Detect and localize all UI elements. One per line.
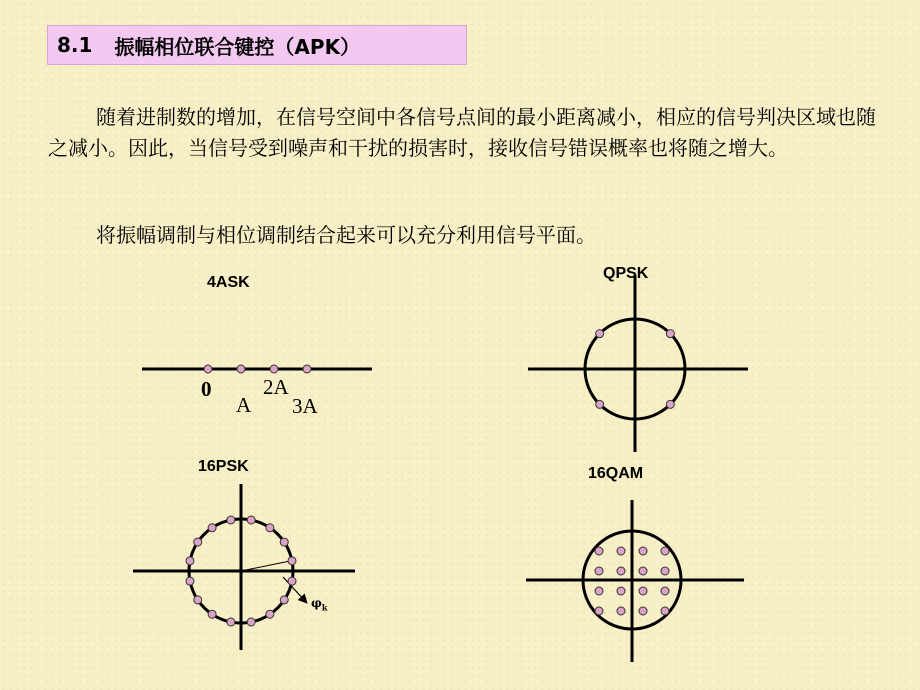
psk16-point bbox=[194, 538, 202, 546]
psk16-point bbox=[208, 524, 216, 532]
qam16-point bbox=[639, 587, 647, 595]
qam16-point bbox=[617, 587, 625, 595]
qam16-point bbox=[639, 607, 647, 615]
qam16-point bbox=[595, 547, 603, 555]
ask-point bbox=[204, 365, 212, 373]
qam16-point bbox=[617, 607, 625, 615]
paragraph-1: 随着进制数的增加，在信号空间中各信号点间的最小距离减小，相应的信号判决区域也随之减小。因此，当信号受到噪声和干扰的损害时，接收信号错误概率也将随之增大。 bbox=[48, 105, 876, 160]
ask-mark-2a: 2A bbox=[263, 375, 289, 399]
qam16-point bbox=[617, 547, 625, 555]
psk16-point bbox=[194, 596, 202, 604]
ask-point bbox=[237, 365, 245, 373]
psk16-point bbox=[288, 577, 296, 585]
section-number: 8.1 bbox=[57, 33, 93, 57]
section-heading: 振幅相位联合键控（APK） bbox=[114, 34, 361, 59]
label-16psk: 16PSK bbox=[198, 458, 249, 475]
psk16-point bbox=[186, 557, 194, 565]
psk16-point bbox=[208, 610, 216, 618]
psk16-point bbox=[288, 557, 296, 565]
label-4ask: 4ASK bbox=[207, 274, 250, 291]
diagram-16qam bbox=[526, 500, 744, 662]
qam16-point bbox=[661, 587, 669, 595]
ask-point bbox=[270, 365, 278, 373]
qam16-point bbox=[595, 587, 603, 595]
paragraph-2: 将振幅调制与相位调制结合起来可以充分利用信号平面。 bbox=[96, 223, 596, 247]
qpsk-point bbox=[596, 400, 604, 408]
qam16-point bbox=[595, 607, 603, 615]
psk16-point bbox=[266, 610, 274, 618]
psk16-point bbox=[186, 577, 194, 585]
qam16-point bbox=[595, 567, 603, 575]
phase-angle-label: $\varphi_k$ bbox=[311, 596, 328, 613]
qpsk-point bbox=[666, 400, 674, 408]
qam16-point bbox=[639, 567, 647, 575]
psk16-point bbox=[247, 516, 255, 524]
qam16-point bbox=[661, 567, 669, 575]
qam16-point bbox=[617, 567, 625, 575]
ask-mark-a: A bbox=[236, 393, 252, 417]
psk16-point bbox=[266, 524, 274, 532]
label-qpsk: QPSK bbox=[603, 265, 649, 282]
psk16-point bbox=[227, 516, 235, 524]
diagram-16psk bbox=[133, 484, 355, 650]
qam16-point bbox=[661, 547, 669, 555]
psk16-point bbox=[227, 618, 235, 626]
diagram-qpsk bbox=[528, 275, 748, 452]
psk16-point bbox=[280, 596, 288, 604]
psk16-point bbox=[280, 538, 288, 546]
qam16-point bbox=[661, 607, 669, 615]
psk16-point bbox=[247, 618, 255, 626]
qpsk-point bbox=[666, 330, 674, 338]
qpsk-point bbox=[596, 330, 604, 338]
qam16-point bbox=[639, 547, 647, 555]
ask-mark-0: 0 bbox=[201, 377, 212, 401]
ask-point bbox=[303, 365, 311, 373]
ask-mark-3a: 3A bbox=[292, 394, 318, 418]
label-16qam: 16QAM bbox=[588, 465, 644, 482]
